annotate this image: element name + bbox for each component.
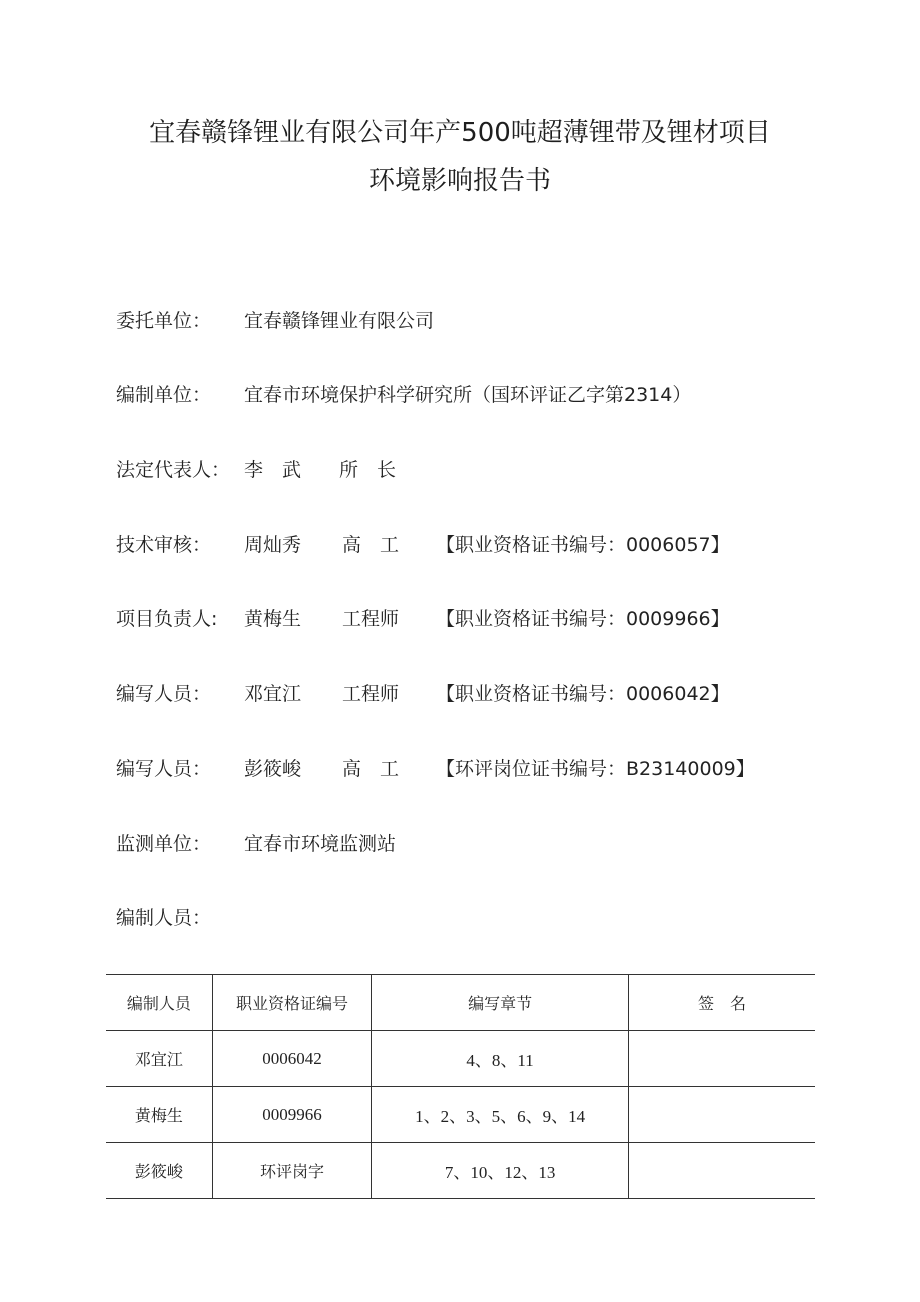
- writer1-label: 编写人员：: [116, 683, 212, 705]
- tech-review-role: 高 工: [342, 534, 400, 556]
- project-lead-label: 项目负责人:: [116, 608, 218, 630]
- cell-staff: 彭筱峻: [106, 1143, 212, 1199]
- report-title-line1: 宜春赣锋锂业有限公司年产500吨超薄锂带及锂材项目: [149, 118, 771, 148]
- writer1-name: 邓宜江: [244, 683, 302, 705]
- compiler-value: 宜春市环境保护科学研究所（国环评证乙字第2314）: [244, 384, 692, 406]
- cell-signature: [628, 1031, 815, 1087]
- table-row: [106, 1087, 815, 1143]
- tech-review-name: 周灿秀: [244, 534, 302, 556]
- cell-chapters: 7、10、12、13: [372, 1143, 629, 1199]
- entrust-value: 宜春赣锋锂业有限公司: [244, 310, 435, 332]
- report-title-line2: 环境影响报告书: [368, 166, 551, 196]
- cell-cert-number: 环评岗字: [212, 1143, 371, 1199]
- staff-table: [106, 974, 815, 1199]
- project-lead-role: 工程师: [342, 608, 400, 630]
- staff-label: 编制人员：: [116, 907, 212, 929]
- cell-cert-number: 0009966: [212, 1087, 371, 1143]
- header-signature: 签 名: [628, 975, 815, 1031]
- table-header-row: [106, 975, 815, 1031]
- writer1-role: 工程师: [342, 683, 400, 705]
- cell-chapters: 4、8、11: [372, 1031, 629, 1087]
- compiler-label: 编制单位：: [116, 384, 212, 406]
- table-row: [106, 1143, 815, 1199]
- writer2-label: 编写人员：: [116, 758, 212, 780]
- cell-cert-number: 0006042: [212, 1031, 371, 1087]
- cell-staff: 邓宜江: [106, 1031, 212, 1087]
- writer2-name: 彭筱峻: [244, 758, 302, 780]
- legal-rep-value: 李 武 所 长: [244, 459, 397, 481]
- project-lead-cert: 【职业资格证书编号：0009966】: [436, 608, 730, 630]
- table-row: [106, 1031, 815, 1087]
- header-staff: 编制人员: [106, 975, 212, 1031]
- writer2-role: 高 工: [342, 758, 400, 780]
- writer2-cert: 【环评岗位证书编号：B23140009】: [436, 758, 755, 780]
- header-cert-number: 职业资格证编号: [212, 975, 371, 1031]
- legal-rep-label: 法定代表人：: [116, 459, 231, 481]
- monitor-label: 监测单位：: [116, 833, 212, 855]
- writer1-cert: 【职业资格证书编号：0006042】: [436, 683, 730, 705]
- header-chapters: 编写章节: [372, 975, 629, 1031]
- monitor-value: 宜春市环境监测站: [244, 833, 397, 855]
- cell-staff: 黄梅生: [106, 1087, 212, 1143]
- entrust-label: 委托单位：: [116, 310, 212, 332]
- project-lead-name: 黄梅生: [244, 608, 302, 630]
- tech-review-cert: 【职业资格证书编号：0006057】: [436, 534, 730, 556]
- cell-signature: [628, 1143, 815, 1199]
- cell-signature: [628, 1087, 815, 1143]
- tech-review-label: 技术审核：: [116, 534, 212, 556]
- cell-chapters: 1、2、3、5、6、9、14: [372, 1087, 629, 1143]
